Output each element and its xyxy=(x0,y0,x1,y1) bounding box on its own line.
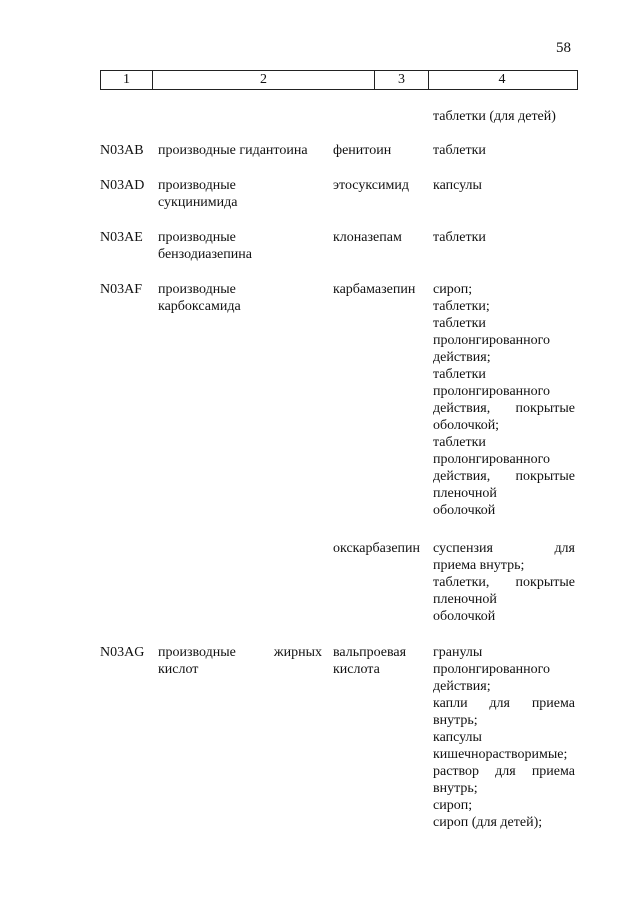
form-line-justified xyxy=(433,763,575,780)
form-line: оболочкой xyxy=(433,609,496,624)
group-n03ag-line2: кислот xyxy=(158,662,199,677)
column-header-4: 4 xyxy=(498,72,506,87)
group-n03ae-line2: бензодиазепина xyxy=(158,247,252,262)
form-line: внутрь; xyxy=(433,713,478,728)
form-n03ae: таблетки xyxy=(433,230,486,245)
form-line-justified xyxy=(433,540,575,557)
form-line: оболочкой; xyxy=(433,418,500,433)
form-line: таблетки xyxy=(433,435,486,450)
column-header-3: 3 xyxy=(375,71,429,89)
column-header-2: 2 xyxy=(153,71,375,89)
atc-code-n03ag: N03AG xyxy=(100,645,145,660)
form-line: пролонгированного xyxy=(433,452,551,467)
form-line-justified xyxy=(433,574,575,591)
form-line: таблетки xyxy=(433,316,486,331)
form-word: капли xyxy=(433,696,468,711)
group-n03af-line1: производные xyxy=(158,282,236,297)
form-word: действия, xyxy=(433,401,491,416)
group-n03ab: производные гидантоина xyxy=(158,143,308,158)
form-line-justified xyxy=(433,695,575,712)
form-line: сироп; xyxy=(433,282,473,297)
form-line: гранулы xyxy=(433,645,483,660)
group-word: жирных xyxy=(273,645,322,660)
atc-code-n03ad: N03AD xyxy=(100,178,145,193)
column-header-1: 1 xyxy=(101,71,153,89)
drug-valproic-line2: кислота xyxy=(333,662,380,677)
group-word: производные xyxy=(158,645,236,660)
form-line: пленочной xyxy=(433,486,497,501)
form-n03ad: капсулы xyxy=(433,178,482,193)
atc-code-n03af: N03AF xyxy=(100,282,143,297)
atc-code-n03ae: N03AE xyxy=(100,230,143,245)
form-line: оболочкой xyxy=(433,503,496,518)
drug-oxcarbazepine: окскарбазепин xyxy=(333,541,421,556)
form-line-justified xyxy=(433,468,575,485)
form-word: для xyxy=(495,764,516,779)
form-word: суспензия xyxy=(433,541,493,556)
form-word: покрытые xyxy=(515,575,575,590)
form-word: таблетки, xyxy=(433,575,490,590)
form-word: покрытые xyxy=(515,401,575,416)
form-line: действия; xyxy=(433,350,491,365)
group-n03af-line2: карбоксамида xyxy=(158,299,241,314)
drug-carbamazepine: карбамазепин xyxy=(333,282,416,297)
form-line: внутрь; xyxy=(433,781,478,796)
continued-dosage-form: таблетки (для детей) xyxy=(433,109,556,124)
form-line-justified xyxy=(433,400,575,417)
group-n03ag-line1 xyxy=(158,644,322,661)
form-line: пленочной xyxy=(433,592,497,607)
form-line: действия; xyxy=(433,679,491,694)
form-word: раствор xyxy=(433,764,480,779)
group-n03ae-line1: производные xyxy=(158,230,236,245)
form-word: приема xyxy=(531,764,575,779)
form-line: пролонгированного xyxy=(433,333,551,348)
form-line: приема внутрь; xyxy=(433,558,525,573)
atc-code-n03ab: N03AB xyxy=(100,143,144,158)
form-line: таблетки; xyxy=(433,299,490,314)
column-header-row xyxy=(100,70,578,90)
drug-n03ad: этосуксимид xyxy=(333,178,409,193)
form-n03ab: таблетки xyxy=(433,143,486,158)
group-n03ad-line1: производные xyxy=(158,178,236,193)
drug-n03ab: фенитоин xyxy=(333,143,392,158)
form-word: для xyxy=(489,696,510,711)
form-word: для xyxy=(554,541,575,556)
form-line: кишечнорастворимые; xyxy=(433,747,568,762)
form-word: действия, xyxy=(433,469,491,484)
drug-valproic-line1: вальпроевая xyxy=(333,645,407,660)
form-line: пролонгированного xyxy=(433,384,551,399)
form-word: приема xyxy=(531,696,575,711)
group-n03ad-line2: сукцинимида xyxy=(158,195,238,210)
page-number: 58 xyxy=(556,40,571,56)
form-line: таблетки xyxy=(433,367,486,382)
form-word: покрытые xyxy=(515,469,575,484)
form-line: капсулы xyxy=(433,730,482,745)
form-line: пролонгированного xyxy=(433,662,551,677)
drug-n03ae: клоназепам xyxy=(333,230,402,245)
form-line: сироп; xyxy=(433,798,473,813)
form-line: сироп (для детей); xyxy=(433,815,543,830)
